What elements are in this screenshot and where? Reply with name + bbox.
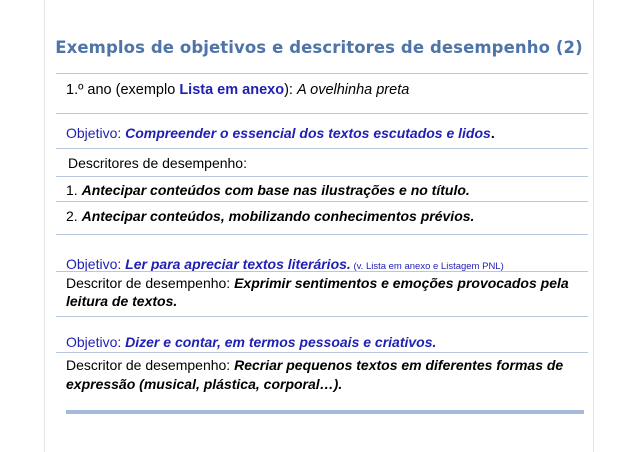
descriptor-item-2-text: Antecipar conteúdos, mobilizando conhecimentos prévios. xyxy=(81,208,475,224)
descriptor-item-1 xyxy=(66,181,470,199)
section-rule-5 xyxy=(56,234,588,235)
descriptor-3-label: Descritor de desempenho: xyxy=(66,357,235,373)
objective-1-text: Compreender o essencial dos textos escutados e lidos xyxy=(125,125,491,141)
descriptor-item-1-text: Antecipar conteúdos com base nas ilustrações e no título. xyxy=(81,182,470,198)
descriptor-3-text-1: Recriar pequenos textos em diferentes formas de xyxy=(234,357,564,373)
descriptor-2-text-1: Exprimir sentimentos e emoções provocados pela xyxy=(234,275,569,291)
bottom-accent-bar xyxy=(66,410,584,414)
descriptor-item-2-number: 2. xyxy=(66,208,82,224)
objective-2-note: (v. Lista em anexo e Listagem PNL) xyxy=(350,261,504,272)
descriptors-heading: Descritores de desempenho: xyxy=(68,155,247,171)
section-rule-8 xyxy=(56,352,588,353)
objective-1-label: Objetivo: xyxy=(66,125,126,141)
intro-line xyxy=(66,81,409,99)
intro-suffix: ): xyxy=(284,82,297,98)
objective-1 xyxy=(66,124,495,142)
objective-2 xyxy=(66,255,504,276)
work-title: A ovelhinha preta xyxy=(296,82,410,98)
objective-2-label: Objetivo: xyxy=(66,256,126,272)
section-rule-1 xyxy=(56,113,588,114)
slide-title: Exemplos de objetivos e descritores de desempenho (2) xyxy=(55,38,583,57)
descriptor-2-label: Descritor de desempenho: xyxy=(66,275,235,291)
objective-2-text: Ler para apreciar textos literários. xyxy=(125,256,351,272)
intro-prefix: 1.º ano (exemplo xyxy=(66,82,180,98)
descriptor-3-line-1 xyxy=(66,356,563,374)
descriptor-2-text-2: leitura de textos. xyxy=(66,293,178,309)
section-rule-6 xyxy=(56,271,588,272)
section-rule-4 xyxy=(56,201,588,202)
descriptor-3-text-2: expressão (musical, plástica, corporal…). xyxy=(66,376,343,392)
section-rule-7 xyxy=(56,316,588,317)
descriptor-item-2 xyxy=(66,207,474,225)
descriptor-item-1-number: 1. xyxy=(66,182,82,198)
attachment-link[interactable]: Lista em anexo xyxy=(179,82,285,98)
objective-3-label: Objetivo: xyxy=(66,334,126,350)
title-rule xyxy=(56,73,588,74)
section-rule-3 xyxy=(56,176,588,177)
objective-3-text: Dizer e contar, em termos pessoais e criativos. xyxy=(125,334,437,350)
objective-1-end: . xyxy=(490,125,495,141)
descriptor-2-line-1 xyxy=(66,274,569,292)
section-rule-2 xyxy=(56,148,588,149)
objective-3 xyxy=(66,333,436,351)
